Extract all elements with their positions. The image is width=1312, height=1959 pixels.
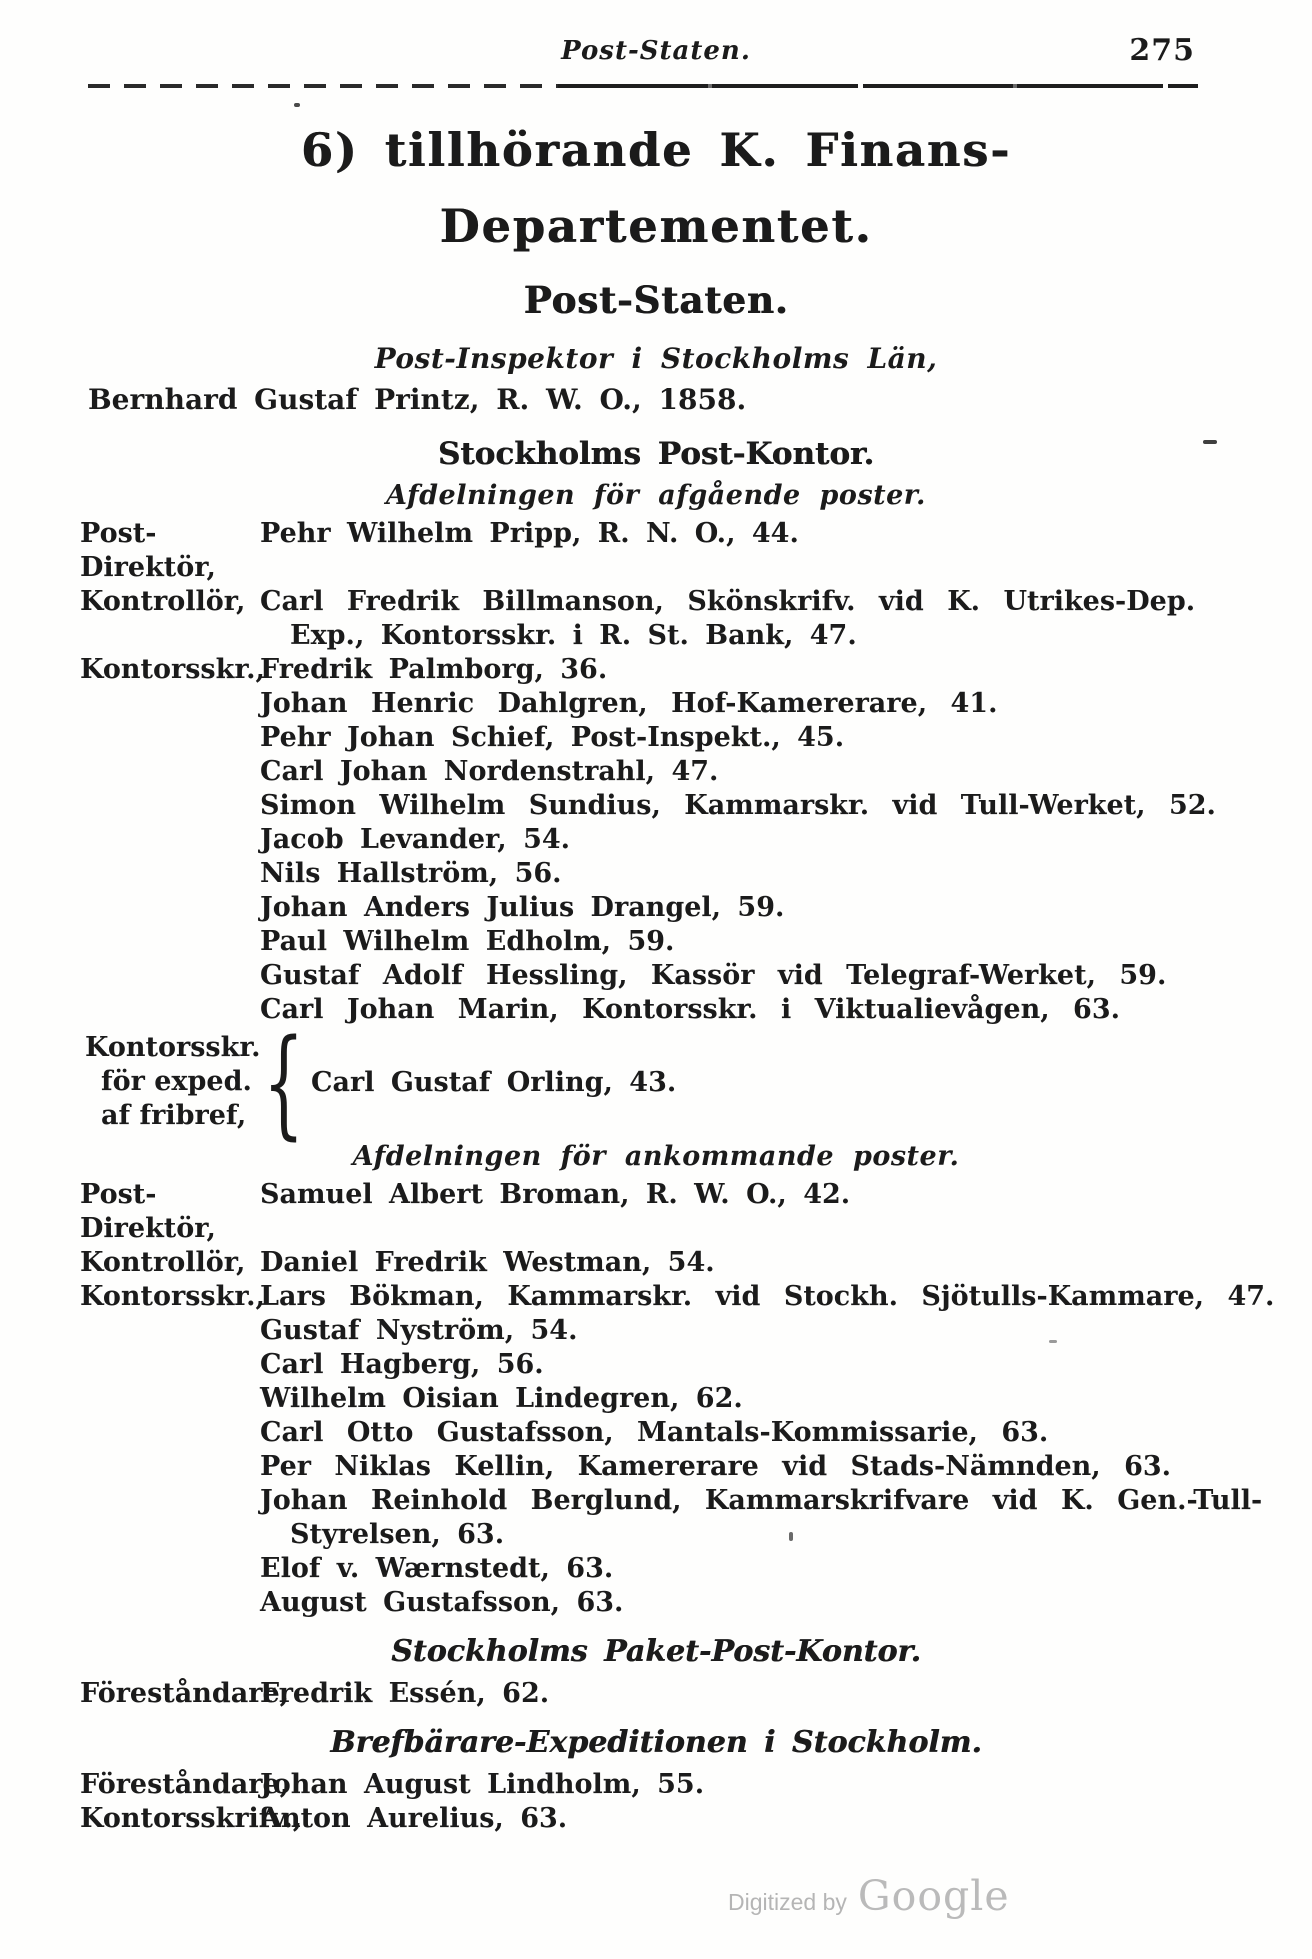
entry-text: Daniel Fredrik Westman, 54. xyxy=(260,1247,715,1278)
section-heading: Stockholms Post-Kontor. xyxy=(437,436,875,472)
role-label xyxy=(80,1552,260,1586)
entry-text: Pehr Johan Schief, Post-Inspekt., 45. xyxy=(260,722,845,753)
ink-speck xyxy=(789,1532,793,1541)
directory-row xyxy=(80,959,1312,993)
entry-text: Fredrik Essén, 62. xyxy=(260,1678,550,1709)
brace-role-labels xyxy=(85,1031,263,1133)
role-label xyxy=(80,1348,260,1382)
role-label xyxy=(80,857,260,891)
directory-row xyxy=(80,1348,1312,1382)
role-label xyxy=(80,1314,260,1348)
directory-row xyxy=(80,585,1312,619)
directory-row xyxy=(80,789,1312,823)
role-label: Föreståndare, xyxy=(80,1678,290,1709)
role-label: Föreståndare, xyxy=(80,1769,290,1800)
role-label: Kontorsskr. xyxy=(85,1032,261,1063)
display-subtitle: Post-Staten. xyxy=(523,278,789,322)
directory-row xyxy=(80,1484,1312,1518)
entry-text: Carl Fredrik Billmanson, Skönskrifv. vid K. Utrikes-Dep. xyxy=(260,586,1196,617)
page-title-line1: 6) tillhörande K. Finans- xyxy=(300,123,1012,177)
role-label: Kontorsskr., xyxy=(80,1281,265,1312)
role-label xyxy=(80,721,260,755)
role-label xyxy=(80,687,260,721)
subsection-heading: Afdelningen för ankommande poster. xyxy=(352,1141,960,1172)
entry-text: Johan Reinhold Berglund, Kammarskrifvare vid K. Gen.-Tull- xyxy=(260,1485,1263,1516)
entry-text: Anton Aurelius, 63. xyxy=(260,1803,568,1834)
entry-text: Lars Bökman, Kammarskr. vid Stockh. Sjötulls-Kammare, 47. xyxy=(260,1281,1275,1312)
entry-text: Elof v. Wærnstedt, 63. xyxy=(260,1553,614,1584)
directory-row xyxy=(80,517,1312,585)
directory-row xyxy=(80,1518,1312,1552)
curly-brace: { xyxy=(263,1013,305,1151)
google-watermark xyxy=(728,1872,1010,1920)
role-label: af fribref, xyxy=(101,1100,247,1131)
role-label: Kontorsskr., xyxy=(80,654,265,685)
directory-row xyxy=(80,1416,1312,1450)
page-title xyxy=(0,112,1312,264)
role-label: Post-Direktör, xyxy=(80,518,216,583)
directory-row xyxy=(80,1382,1312,1416)
role-label xyxy=(80,1450,260,1484)
role-label xyxy=(80,1586,260,1620)
role-label: Kontorsskrifv., xyxy=(80,1803,303,1834)
entry-text: Johan Henric Dahlgren, Hof-Kamererare, 41. xyxy=(260,688,998,719)
directory-row xyxy=(80,1246,1312,1280)
entry-text: Carl Hagberg, 56. xyxy=(260,1349,544,1380)
directory-row xyxy=(80,1768,1312,1802)
directory-row xyxy=(80,857,1312,891)
role-label xyxy=(80,993,260,1027)
entry-text: August Gustafsson, 63. xyxy=(260,1587,624,1618)
entry-text: Nils Hallström, 56. xyxy=(260,858,562,889)
ink-speck xyxy=(1049,1340,1057,1343)
entry-text: Jacob Levander, 54. xyxy=(260,824,571,855)
directory-row xyxy=(80,891,1312,925)
role-label: Kontrollör, xyxy=(80,1247,246,1278)
entry-text: Carl Johan Nordenstrahl, 47. xyxy=(260,756,719,787)
role-label xyxy=(80,619,260,653)
directory-row xyxy=(80,653,1312,687)
role-label xyxy=(80,1518,260,1552)
directory-row xyxy=(80,1677,1312,1711)
directory-row xyxy=(80,1552,1312,1586)
entry-text: Carl Gustaf Orling, 43. xyxy=(311,1066,677,1098)
role-label xyxy=(80,789,260,823)
directory-row xyxy=(80,823,1312,857)
role-label xyxy=(80,1484,260,1518)
entry-text: Fredrik Palmborg, 36. xyxy=(260,654,608,685)
directory-row xyxy=(80,1450,1312,1484)
entry-text: Simon Wilhelm Sundius, Kammarskr. vid Tull-Werket, 52. xyxy=(260,790,1216,821)
subsection-heading: Afdelningen för afgående poster. xyxy=(386,480,926,511)
content-blocks xyxy=(0,436,1312,1836)
entry-text: Wilhelm Oisian Lindegren, 62. xyxy=(260,1383,743,1414)
entry-text: Johan Anders Julius Drangel, 59. xyxy=(260,892,785,923)
header-rule-dashed-segment xyxy=(88,84,558,88)
directory-row xyxy=(80,721,1312,755)
directory-row xyxy=(80,755,1312,789)
role-label xyxy=(80,959,260,993)
entry-text: Pehr Wilhelm Pripp, R. N. O., 44. xyxy=(260,518,799,549)
entry-text: Johan August Lindholm, 55. xyxy=(260,1769,705,1800)
role-label xyxy=(80,823,260,857)
digitized-by-label: Digitized by xyxy=(728,1889,847,1915)
google-logo: Google xyxy=(857,1872,1010,1920)
role-label xyxy=(80,925,260,959)
directory-row xyxy=(80,1802,1312,1836)
directory-row xyxy=(80,1178,1312,1246)
brace-group xyxy=(85,1013,1312,1151)
running-head: Post-Staten. xyxy=(561,36,751,66)
post-inspector-heading: Post-Inspektor i Stockholms Län, xyxy=(374,342,938,375)
role-label: Kontrollör, xyxy=(80,586,246,617)
role-label: för exped. xyxy=(101,1066,252,1097)
directory-row xyxy=(80,925,1312,959)
post-inspector-entry: Bernhard Gustaf Printz, R. W. O., 1858. xyxy=(88,383,747,416)
role-label xyxy=(80,1416,260,1450)
entry-text: Exp., Kontorsskr. i R. St. Bank, 47. xyxy=(290,620,857,651)
ink-speck xyxy=(294,103,300,107)
entry-text: Gustaf Nyström, 54. xyxy=(260,1315,578,1346)
directory-row xyxy=(80,1314,1312,1348)
directory-row xyxy=(80,1280,1312,1314)
section-heading: Brefbärare-Expeditionen i Stockholm. xyxy=(330,1725,982,1760)
directory-row xyxy=(80,1586,1312,1620)
role-label xyxy=(80,755,260,789)
role-label xyxy=(80,891,260,925)
role-label xyxy=(80,1382,260,1416)
page-title-line2: Departementet. xyxy=(439,199,873,253)
entry-text: Carl Otto Gustafsson, Mantals-Kommissarie, 63. xyxy=(260,1417,1049,1448)
entry-text: Carl Johan Marin, Kontorsskr. i Viktualievågen, 63. xyxy=(260,994,1120,1025)
directory-row xyxy=(80,619,1312,653)
role-label: Post-Direktör, xyxy=(80,1179,216,1244)
directory-row xyxy=(80,687,1312,721)
entry-text: Samuel Albert Broman, R. W. O., 42. xyxy=(260,1179,851,1210)
section-heading: Stockholms Paket-Post-Kontor. xyxy=(391,1634,921,1669)
entry-text: Paul Wilhelm Edholm, 59. xyxy=(260,926,675,957)
header-rule-solid-segment xyxy=(558,84,1198,88)
page-number: 275 xyxy=(1129,33,1195,68)
entry-text: Styrelsen, 63. xyxy=(290,1519,505,1550)
entry-text: Per Niklas Kellin, Kamererare vid Stads-Nämnden, 63. xyxy=(260,1451,1172,1482)
header-rule xyxy=(88,83,1198,89)
ink-speck xyxy=(1203,440,1217,444)
entry-text: Gustaf Adolf Hessling, Kassör vid Telegraf-Werket, 59. xyxy=(260,960,1167,991)
